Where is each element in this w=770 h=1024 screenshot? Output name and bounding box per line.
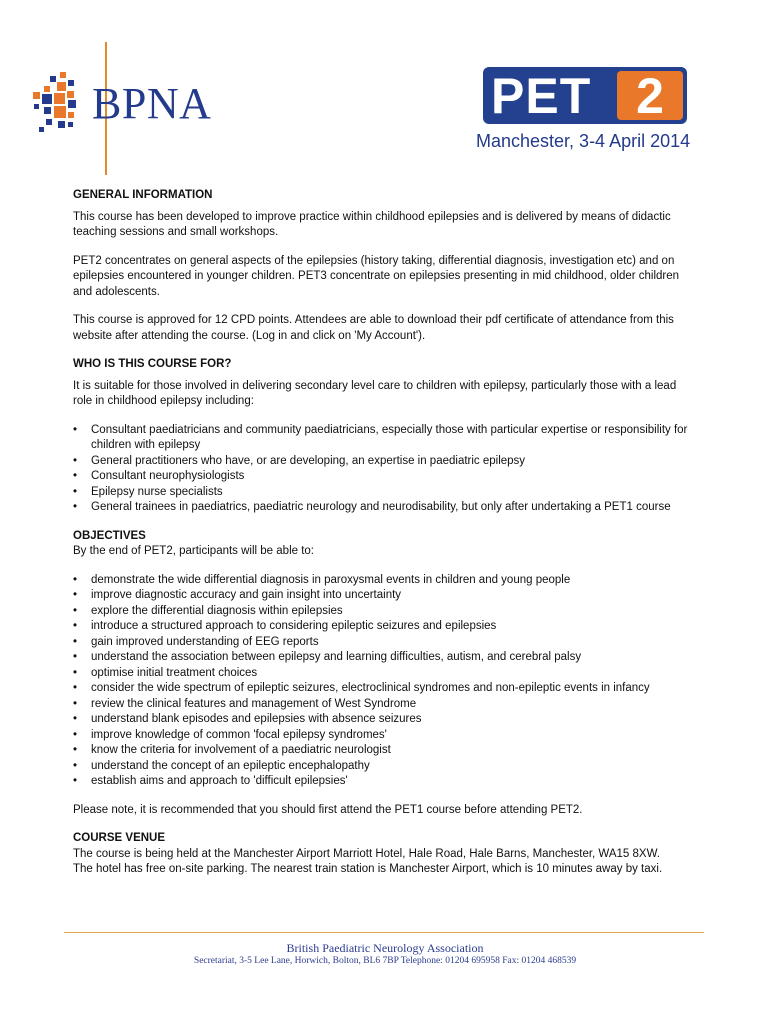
footer-organisation: British Paediatric Neurology Association — [286, 941, 484, 955]
pet1-recommendation-note: Please note, it is recommended that you should first attend the PET1 course before attending PET2. — [73, 803, 583, 816]
event-date-location: Manchester, 3-4 April 2014 — [476, 131, 691, 151]
footer-address: Secretariat, 3-5 Lee Lane, Horwich, Bolton, BL6 7BP Telephone: 01204 695958 Fax: 01204 468539 — [193, 956, 577, 966]
general-paragraph-2: PET2 concentrates on general aspects of the epilepsies (history taking, differential diagnosis, investigation etc) and on epilepsies encountered in younger children. PET3 concentrate on epilepsies presenting in mid childhood, older children and adolescents. — [73, 254, 680, 298]
pet-logo-word: PET — [491, 68, 592, 124]
list-item: • understand blank episodes and epilepsies with absence seizures — [73, 712, 698, 728]
list-item: • understand the concept of an epileptic encephalopathy — [73, 759, 698, 775]
list-item: • gain improved understanding of EEG reports — [73, 635, 698, 651]
pet2-logo — [476, 67, 693, 157]
pet-logo-number: 2 — [617, 71, 683, 120]
list-item: • optimise initial treatment choices — [73, 666, 698, 682]
venue-line-1: The course is being held at the Manchester Airport Marriott Hotel, Hale Road, Hale Barns, Manchester, WA15 8XW. — [73, 847, 660, 860]
objectives-intro: By the end of PET2, participants will be able to: — [73, 545, 314, 557]
list-item: • improve knowledge of common 'focal epilepsy syndromes' — [73, 728, 698, 744]
list-item: • Consultant paediatricians and community paediatricians, especially those with particular expertise or responsibility for children with epilepsy — [73, 423, 698, 454]
list-item: • establish aims and approach to 'difficult epilepsies' — [73, 774, 698, 790]
general-information-heading: GENERAL INFORMATION — [73, 189, 213, 201]
venue-line-2: The hotel has free on-site parking. The nearest train station is Manchester Airport, which is 10 minutes away by taxi. — [73, 863, 663, 875]
list-item: • General practitioners who have, or are developing, an expertise in paediatric epilepsy — [73, 454, 698, 470]
list-item: • improve diagnostic accuracy and gain insight into uncertainty — [73, 588, 698, 604]
objectives-heading: OBJECTIVES — [73, 529, 146, 542]
list-item: • General trainees in paediatrics, paediatric neurology and neurodisability, but only after undertaking a PET1 course — [73, 500, 698, 516]
audience-list — [73, 423, 698, 516]
audience-intro: It is suitable for those involved in delivering secondary level care to children with epilepsy, particularly those with a lead role in childhood epilepsy including: — [73, 379, 677, 407]
list-item: • Consultant neurophysiologists — [73, 469, 698, 485]
list-item: • introduce a structured approach to considering epileptic seizures and epilepsies — [73, 619, 698, 635]
list-item: • demonstrate the wide differential diagnosis in paroxysmal events in children and young people — [73, 573, 698, 589]
list-item: • know the criteria for involvement of a paediatric neurologist — [73, 743, 698, 759]
general-paragraph-1: This course has been developed to improve practice within childhood epilepsies and is delivered by means of didactic teaching sessions and small workshops. — [73, 210, 671, 238]
bpna-logo — [30, 42, 250, 177]
bpna-mosaic-icon — [30, 70, 90, 140]
bpna-logo-text: BPNA — [92, 79, 212, 128]
document-body — [73, 188, 698, 878]
objectives-list — [73, 573, 698, 790]
list-item: • understand the association between epilepsy and learning difficulties, autism, and cerebral palsy — [73, 650, 698, 666]
list-item: • review the clinical features and management of West Syndrome — [73, 697, 698, 713]
list-item: • Epilepsy nurse specialists — [73, 485, 698, 501]
list-item: • consider the wide spectrum of epileptic seizures, electroclinical syndromes and non-epileptic events in infancy — [73, 681, 698, 697]
pet2-banner — [483, 67, 687, 124]
general-paragraph-3: This course is approved for 12 CPD points. Attendees are able to download their pdf certificate of attendance from this website after attending the course. (Log in and click on 'My Account'). — [73, 314, 674, 342]
list-item: • explore the differential diagnosis within epilepsies — [73, 604, 698, 620]
audience-heading: WHO IS THIS COURSE FOR? — [73, 358, 232, 370]
footer-divider — [64, 932, 704, 933]
venue-heading: COURSE VENUE — [73, 832, 166, 844]
